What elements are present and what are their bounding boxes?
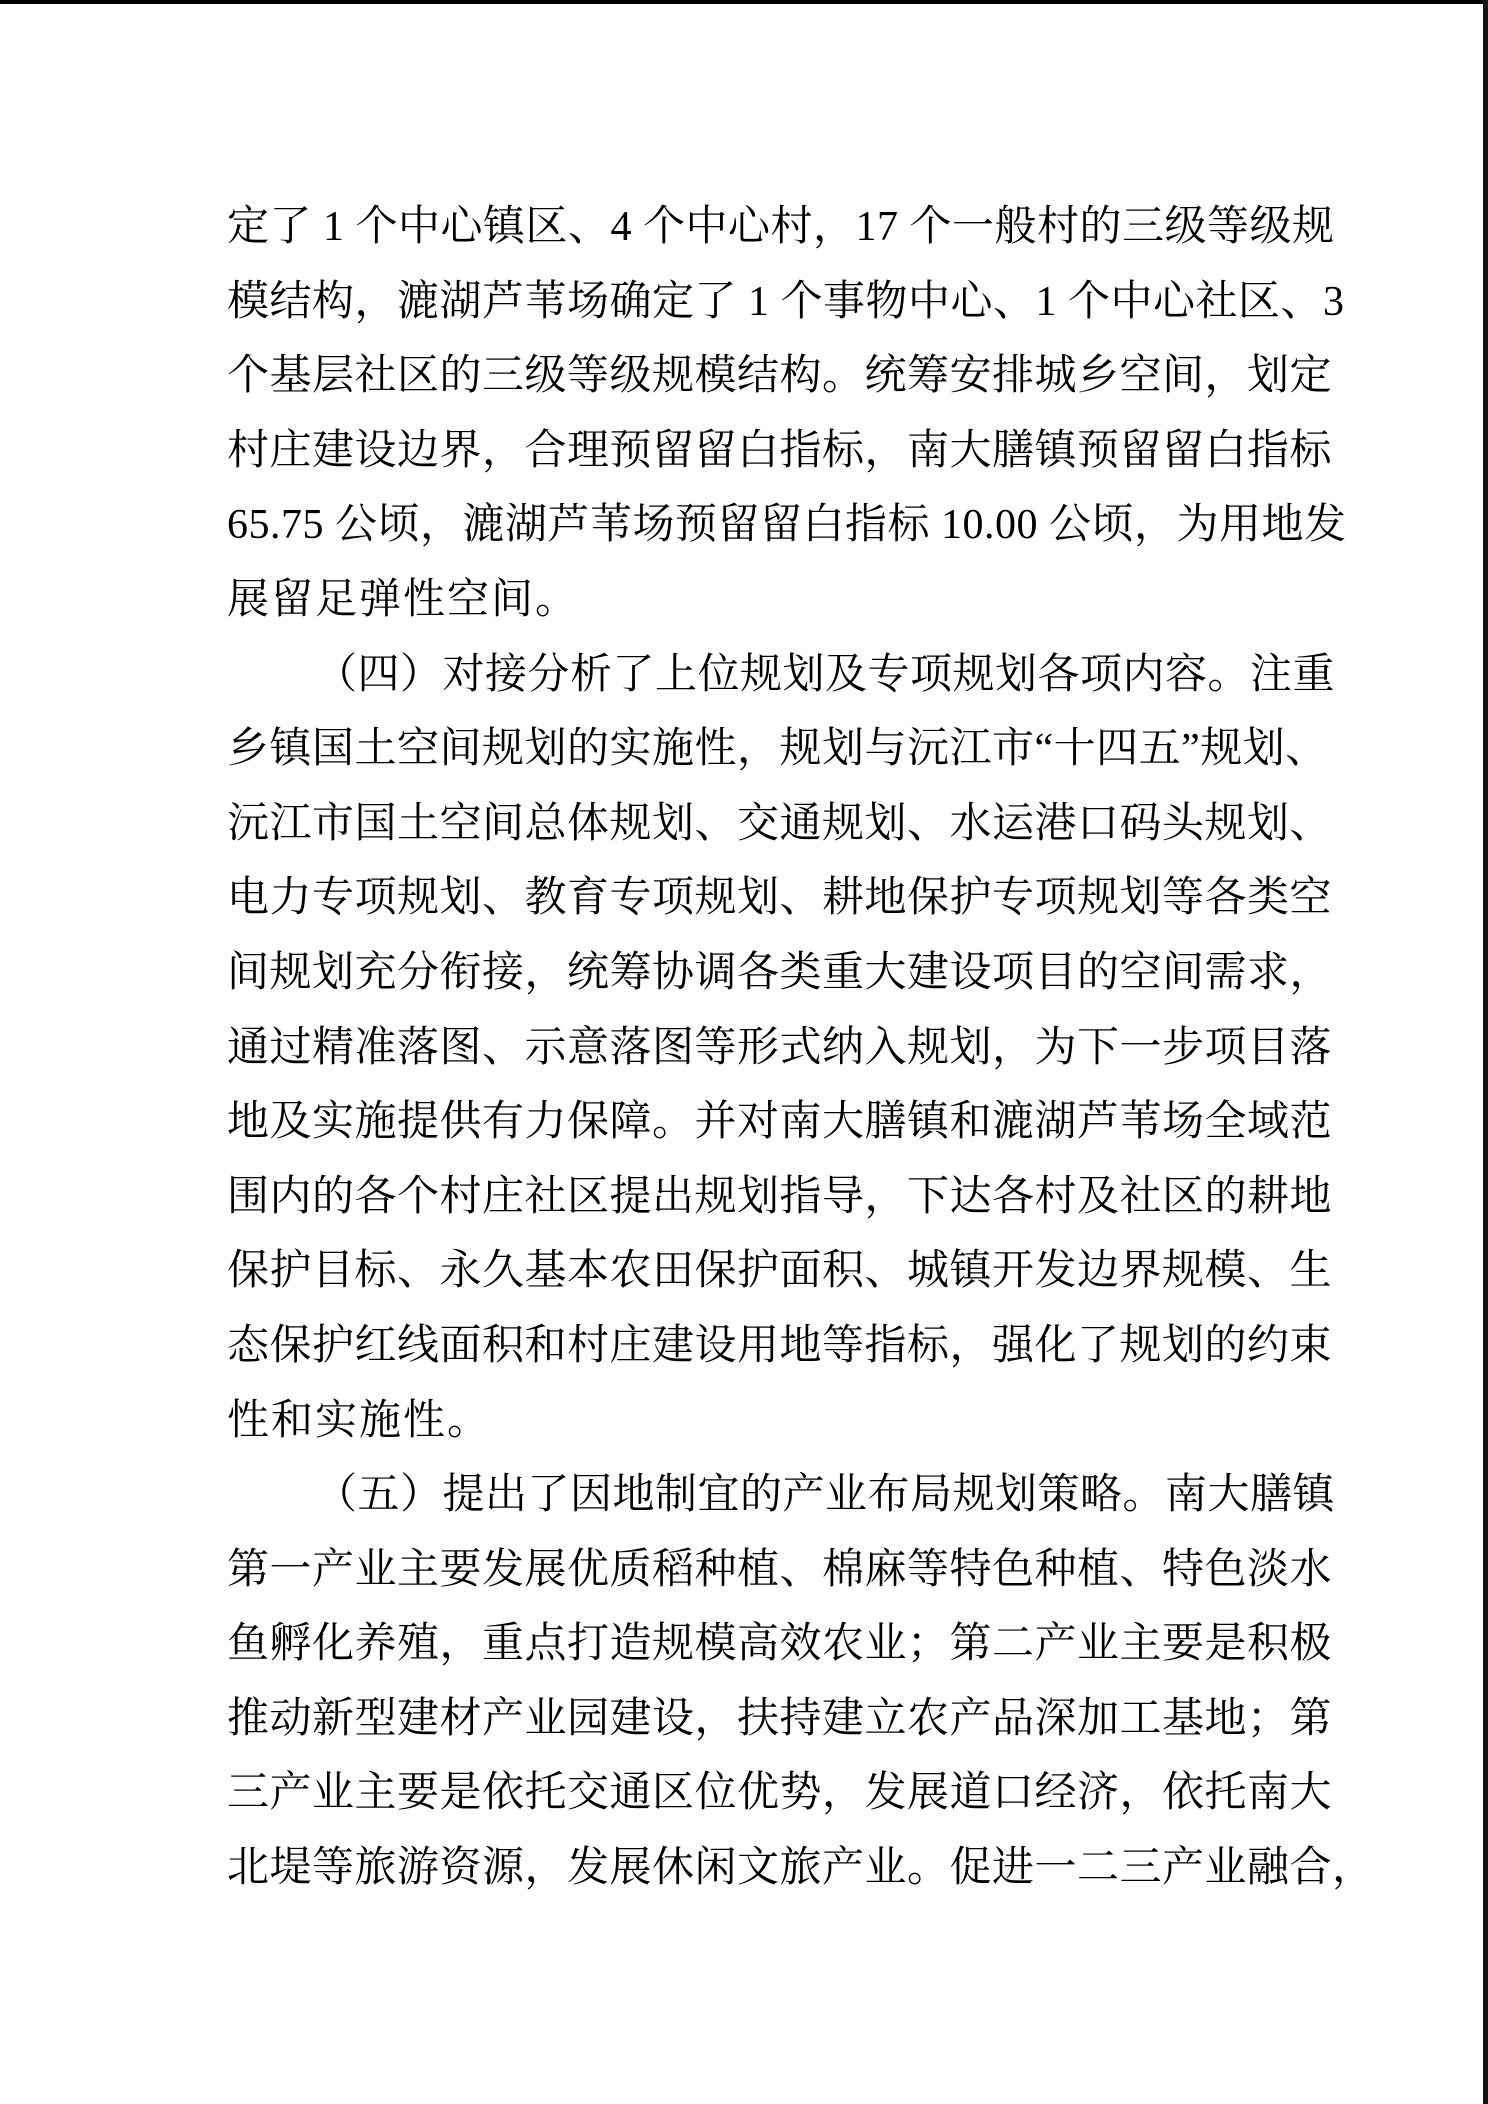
text-line: 电力专项规划、教育专项规划、耕地保护专项规划等各类空	[227, 875, 1333, 922]
text-line: 围内的各个村庄社区提出规划指导，下达各村及社区的耕地	[227, 1173, 1333, 1220]
text-line: 性和实施性。	[227, 1397, 492, 1444]
text-line: 鱼孵化养殖，重点打造规模高效农业；第二产业主要是积极	[227, 1621, 1333, 1668]
text-block	[227, 190, 1375, 1906]
text-line: 个基层社区的三级等级规模结构。统筹安排城乡空间，划定	[227, 353, 1333, 400]
text-line: 三产业主要是依托交通区位优势，发展道口经济，依托南大	[227, 1770, 1333, 1817]
text-line: 定了 1 个中心镇区、4 个中心村，17 个一般村的三级等级规	[227, 204, 1335, 250]
page-right-edge	[1483, 0, 1488, 2104]
text-line: 通过精准落图、示意落图等形式纳入规划，为下一步项目落	[227, 1024, 1333, 1071]
text-line: 模结构，漉湖芦苇场确定了 1 个事物中心、1 个中心社区、3	[227, 278, 1345, 325]
text-line: 推动新型建材产业园建设，扶持建立农产品深加工基地；第	[227, 1695, 1333, 1742]
text-line: 乡镇国土空间规划的实施性，规划与沅江市“十四五”规划、	[227, 726, 1328, 773]
text-line: 第一产业主要发展优质稻种植、棉麻等特色种植、特色淡水	[227, 1546, 1333, 1593]
text-line-paragraph-start: （五）提出了因地制宜的产业布局规划策略。南大膳镇	[315, 1472, 1336, 1519]
text-line-paragraph-start: （四）对接分析了上位规划及专项规划各项内容。注重	[315, 651, 1336, 698]
text-line: 地及实施提供有力保障。并对南大膳镇和漉湖芦苇场全域范	[227, 1099, 1333, 1146]
page-top-edge	[0, 0, 1488, 4]
text-line: 65.75 公顷，漉湖芦苇场预留留白指标 10.00 公顷，为用地发	[227, 502, 1347, 549]
text-line: 沅江市国土空间总体规划、交通规划、水运港口码头规划、	[227, 800, 1333, 847]
text-line: 展留足弹性空间。	[227, 576, 580, 623]
text-line: 北堤等旅游资源，发展休闲文旅产业。促进一二三产业融合，	[227, 1845, 1375, 1892]
text-line: 村庄建设边界，合理预留留白指标，南大膳镇预留留白指标	[227, 427, 1333, 474]
text-line: 间规划充分衔接，统筹协调各类重大建设项目的空间需求，	[227, 949, 1333, 996]
text-line: 态保护红线面积和村庄建设用地等指标，强化了规划的约束	[227, 1322, 1333, 1369]
text-line: 保护目标、永久基本农田保护面积、城镇开发边界规模、生	[227, 1248, 1333, 1295]
